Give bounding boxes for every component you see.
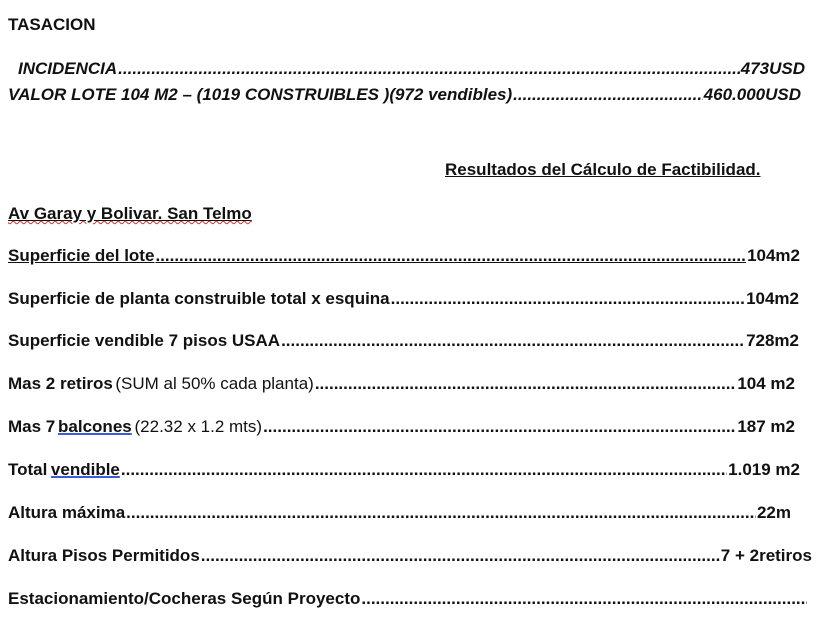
- results-heading: Resultados del Cálculo de Factibilidad.: [445, 160, 761, 179]
- row-label: Altura máxima: [8, 503, 126, 522]
- valor-lote-label: VALOR LOTE 104 M2 – (1019 CONSTRUIBLES )(972 vendibles): [8, 85, 513, 104]
- result-row-total-vendible: [8, 459, 800, 481]
- address-text: Av Garay y Bolivar. San Telmo: [8, 204, 252, 223]
- row-label-underlined: vendible: [50, 460, 120, 479]
- row-value: 104 m2: [737, 374, 795, 393]
- incidencia-value: 473USD: [740, 59, 805, 78]
- result-row-altura-maxima: [8, 502, 791, 524]
- row-label-underlined: balcones: [58, 417, 132, 436]
- dot-leader: [118, 58, 740, 80]
- row-value: 7 + 2retiros: [720, 546, 812, 565]
- result-row-superficie-vendible: [8, 330, 799, 352]
- result-row-superficie-lote: [8, 245, 800, 267]
- row-value: 1.019 m2: [728, 460, 800, 479]
- row-value: 728m2: [746, 331, 799, 350]
- row-value: 104m2: [746, 289, 799, 308]
- dot-leader: [155, 245, 746, 267]
- valor-lote-value: 460.000USD: [703, 85, 801, 104]
- row-note: (22.32 x 1.2 mts): [134, 417, 263, 436]
- row-value: 187 m2: [737, 417, 795, 436]
- tasacion-title: TASACION: [8, 15, 96, 34]
- dot-leader: [201, 545, 720, 567]
- dot-leader: [391, 288, 745, 310]
- result-row-altura-pisos: [8, 545, 812, 567]
- row-label: Estacionamiento/Cocheras Según Proyecto: [8, 589, 361, 608]
- dot-leader: [263, 416, 736, 438]
- row-label-prefix: Mas 7: [8, 417, 56, 436]
- dot-leader: [361, 588, 807, 610]
- row-value: 104m2: [747, 246, 800, 265]
- row-label: Superficie de planta construible total x esquina: [8, 289, 390, 308]
- address-line: [8, 203, 252, 225]
- dot-leader: [121, 459, 727, 481]
- incidencia-line: [18, 58, 805, 80]
- row-label: Superficie vendible 7 pisos USAA: [8, 331, 281, 350]
- dot-leader: [281, 330, 745, 352]
- dot-leader: [126, 502, 756, 524]
- result-row-estacionamiento: [8, 588, 808, 610]
- row-value: 22m: [756, 503, 791, 522]
- result-row-planta-construible: [8, 288, 799, 310]
- dot-leader: [315, 373, 737, 395]
- dot-leader: [513, 84, 703, 106]
- row-label: Mas 2 retiros: [8, 374, 113, 393]
- row-label: Altura Pisos Permitidos: [8, 546, 200, 565]
- row-label-prefix: Total: [8, 460, 48, 479]
- result-row-balcones: [8, 416, 795, 438]
- row-label: Superficie del lote: [8, 246, 155, 265]
- row-note: (SUM al 50% cada planta): [115, 374, 314, 393]
- incidencia-label: INCIDENCIA: [18, 59, 118, 78]
- valor-lote-line: [8, 84, 801, 106]
- result-row-retiros: [8, 373, 795, 395]
